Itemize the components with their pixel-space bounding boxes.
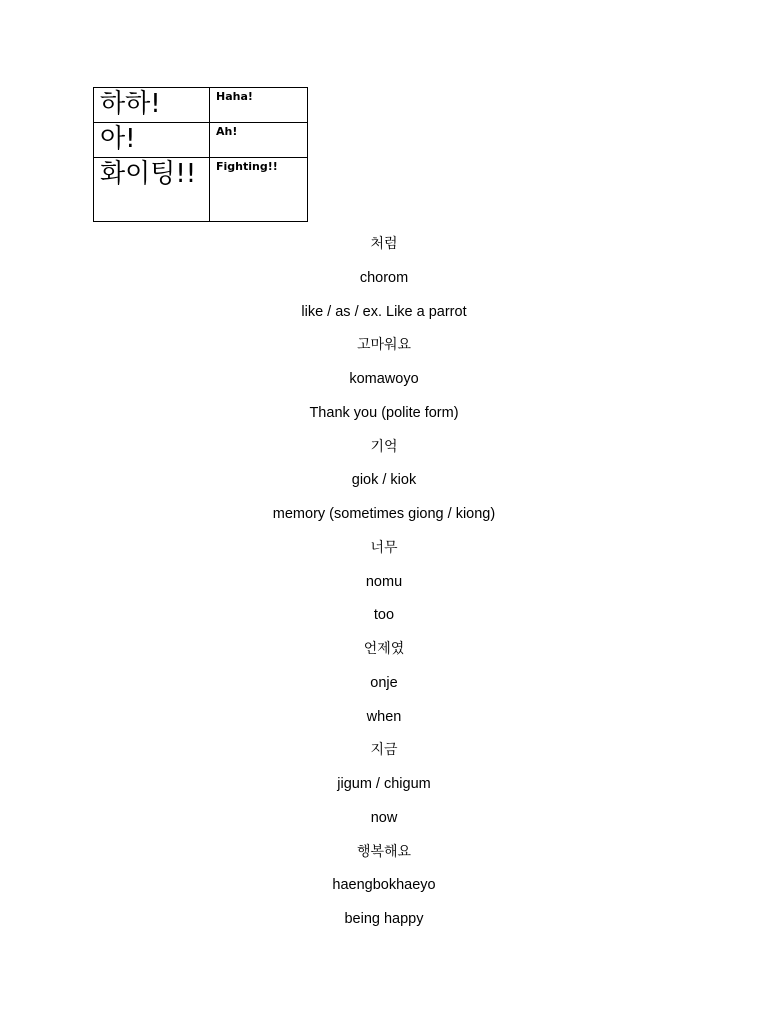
romanization: chorom [359, 269, 409, 286]
korean-phrase: 화이팅!! [94, 158, 210, 222]
korean-word: 처럼 [370, 236, 398, 252]
english-translation: Ah! [210, 123, 308, 158]
phrase-table [93, 87, 308, 222]
romanization: komawoyo [349, 371, 419, 387]
meaning: like / as / ex. Like a parrot [301, 303, 467, 320]
table-row [94, 88, 308, 123]
table-row [94, 158, 308, 222]
korean-word: 너무 [370, 539, 398, 556]
korean-phrase: 하하! [94, 88, 210, 123]
meaning: Thank you (polite form) [309, 404, 459, 421]
meaning: when [366, 708, 402, 725]
romanization: onje [370, 674, 398, 691]
english-translation: Haha! [210, 88, 308, 123]
korean-word: 기억 [370, 438, 398, 455]
korean-phrase: 아! [94, 123, 210, 158]
vocabulary-list [0, 228, 768, 937]
korean-word: 고마워요 [356, 337, 412, 354]
romanization: jigum / chigum [337, 776, 431, 792]
meaning: now [370, 809, 398, 826]
table-row [94, 123, 308, 158]
romanization: haengbokhaeyo [332, 877, 436, 894]
korean-word: 행복해요 [356, 843, 412, 860]
korean-word: 언제였 [363, 641, 405, 657]
meaning: too [373, 607, 395, 624]
korean-word: 지금 [370, 742, 398, 759]
meaning: being happy [344, 911, 424, 927]
romanization: giok / kiok [351, 472, 417, 489]
english-translation: Fighting!! [210, 158, 308, 222]
romanization: nomu [365, 573, 403, 590]
meaning: memory (sometimes giong / kiong) [272, 506, 496, 522]
